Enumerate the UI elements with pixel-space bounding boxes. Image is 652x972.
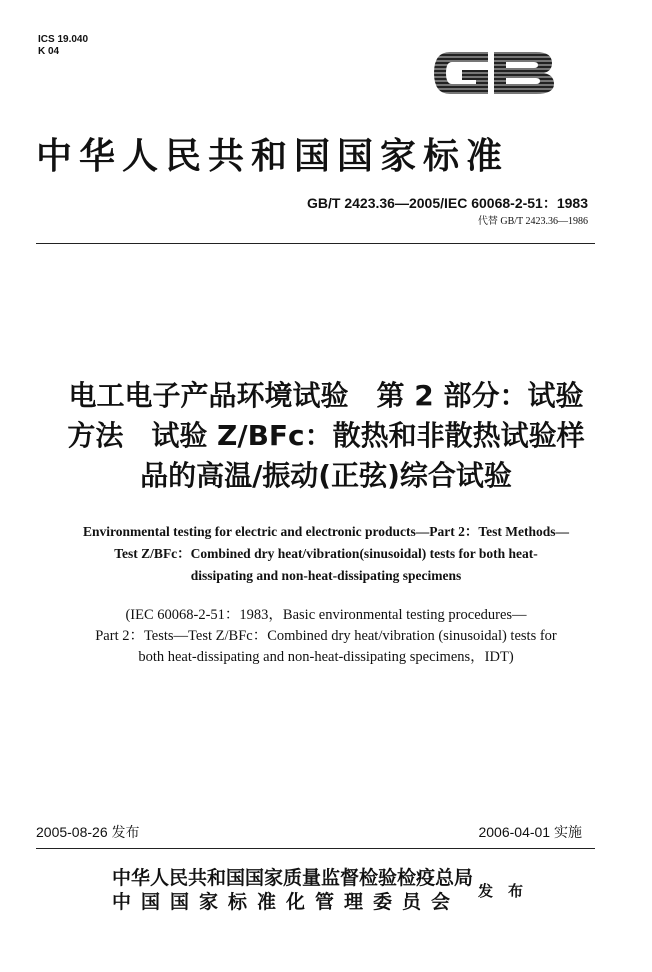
- classification-codes: [38, 34, 88, 58]
- issuing-authorities: [112, 866, 473, 914]
- english-title-line: Test Z/BFc：Combined dry heat/vibration(sinusoidal) tests for both heat-: [114, 546, 538, 561]
- english-title-line: dissipating and non-heat-dissipating specimens: [190, 568, 462, 583]
- issuer-aqsiq: 中华人民共和国国家质量监督检验检疫总局: [112, 867, 474, 889]
- chinese-title-line: 方法 试验 Z/BFc：散热和非散热试验样: [67, 419, 585, 452]
- header-divider: [36, 243, 595, 244]
- issuer-sac: 中国国家标准化管理委员会: [112, 891, 461, 913]
- issue-date: 2005-08-26 发布: [36, 824, 140, 840]
- ics-code: ICS 19.040: [38, 34, 89, 45]
- ccs-code: K 04: [38, 46, 60, 57]
- replaces-standard: 代替 GB/T 2423.36—1986: [477, 216, 588, 227]
- english-title: [36, 521, 616, 587]
- national-standard-title: 中华人民共和国国家标准: [36, 135, 510, 177]
- implementation-date: 2006-04-01 实施: [478, 824, 582, 840]
- iec-note-line: (IEC 60068-2-51：1983，Basic environmental testing procedures—: [125, 607, 527, 623]
- publish-label: 发 布: [478, 882, 524, 900]
- english-title-line: Environmental testing for electric and electronic products—Part 2：Test Methods—: [83, 524, 569, 539]
- chinese-title: [36, 376, 616, 496]
- chinese-title-line: 品的高温/振动(正弦)综合试验: [140, 459, 512, 492]
- iec-equivalence-note: [30, 605, 622, 668]
- standard-number: GB/T 2423.36—2005/IEC 60068-2-51：1983: [307, 195, 588, 211]
- iec-note-line: both heat-dissipating and non-heat-dissipating specimens，IDT): [138, 649, 514, 665]
- chinese-title-line: 电工电子产品环境试验 第 2 部分：试验: [68, 379, 584, 412]
- footer-divider: [36, 848, 595, 849]
- iec-note-line: Part 2：Tests—Test Z/BFc：Combined dry heat/vibration (sinusoidal) tests for: [95, 628, 557, 644]
- gb-logo: [428, 42, 560, 104]
